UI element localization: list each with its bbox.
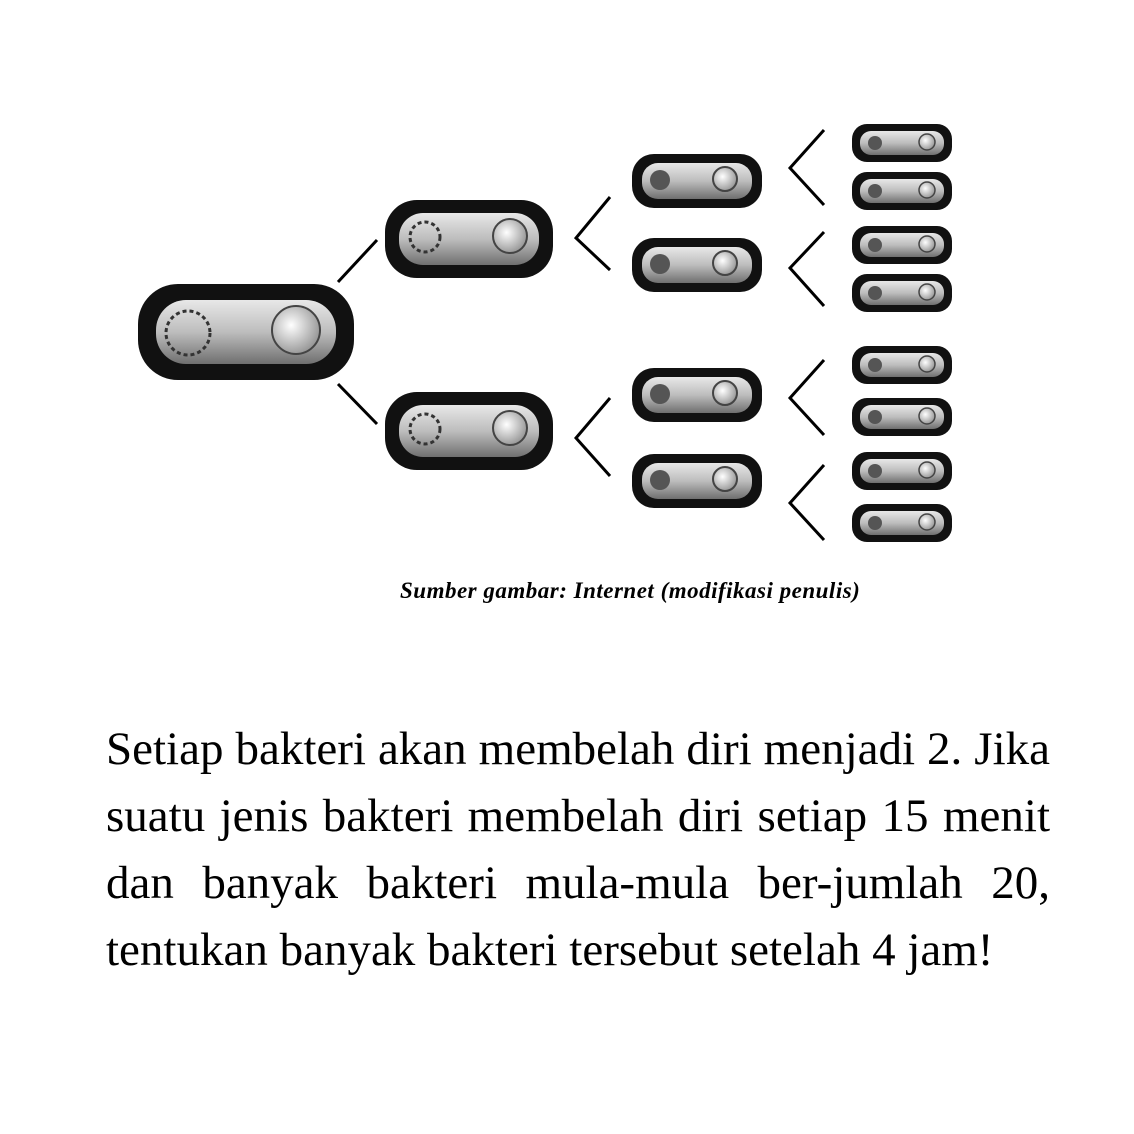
image-source-caption: Sumber gambar: Internet (modifikasi penulis) <box>400 578 861 603</box>
bacterium-gen2 <box>632 368 762 422</box>
bacterium-gen3 <box>852 452 952 490</box>
connector-line <box>338 384 377 424</box>
bacterium-gen2 <box>632 454 762 508</box>
split-bracket <box>576 197 610 270</box>
split-bracket <box>790 465 824 540</box>
bacterium-gen0 <box>138 284 354 380</box>
bacterium-gen1-bottom <box>385 392 553 470</box>
bacterium-gen3 <box>852 172 952 210</box>
split-bracket <box>790 232 824 306</box>
bacterium-gen2 <box>632 154 762 208</box>
split-bracket <box>790 130 824 205</box>
bacterium-gen2 <box>632 238 762 292</box>
bacterium-gen3 <box>852 226 952 264</box>
bacterium-gen3 <box>852 346 952 384</box>
split-bracket <box>576 398 610 476</box>
problem-statement: Setiap bakteri akan membelah diri menjadi 2. Jika suatu jenis bakteri membelah diri setiap 15 menit dan banyak bakteri mula-mula ber-jumlah 20, tentukan banyak bakteri tersebut setelah 4 jam! <box>106 723 1050 976</box>
connector-line <box>338 240 377 282</box>
bacterium-gen3 <box>852 124 952 162</box>
bacterium-gen3 <box>852 398 952 436</box>
split-bracket <box>790 360 824 435</box>
bacterium-gen3 <box>852 504 952 542</box>
bacterium-gen3 <box>852 274 952 312</box>
bacterium-gen1-top <box>385 200 553 278</box>
bacteria-division-diagram <box>0 0 1134 560</box>
